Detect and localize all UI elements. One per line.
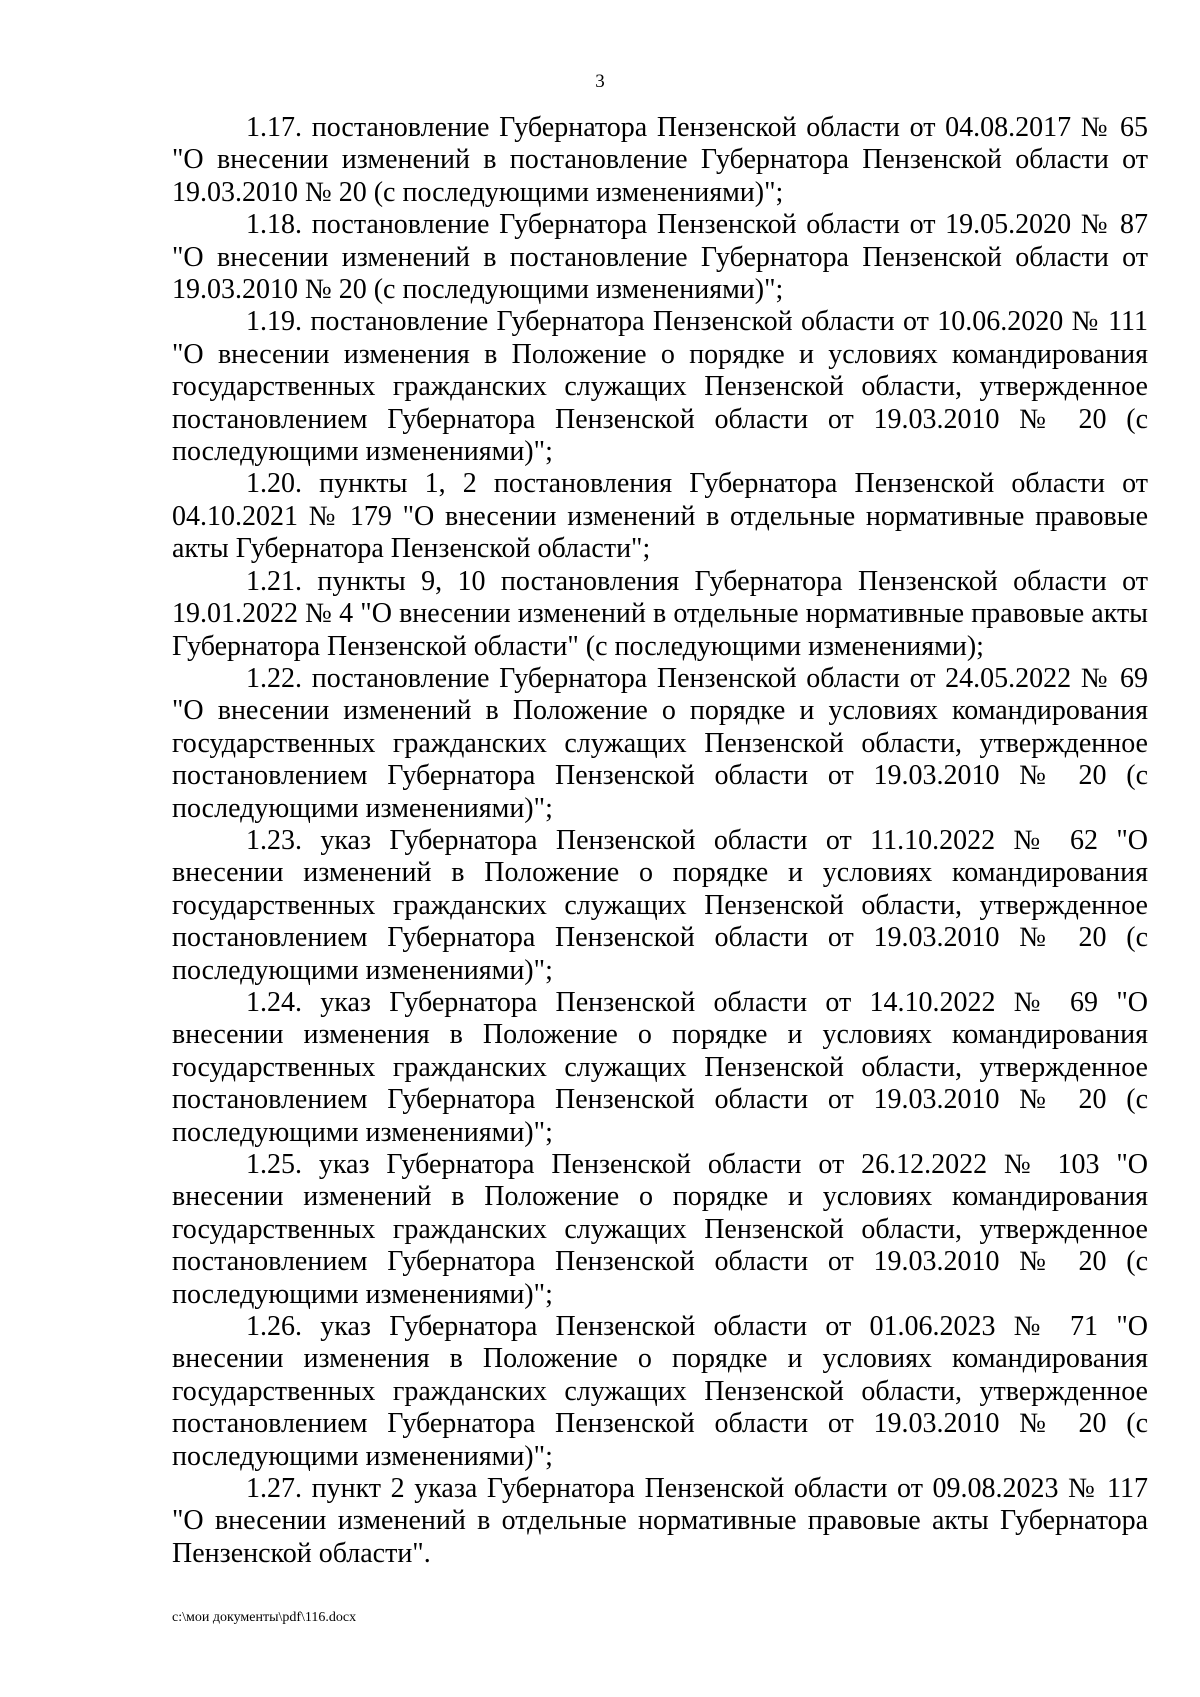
file-path-footer: c:\мои документы\pdf\116.docx (172, 1610, 357, 1625)
list-item-1-27: 1.27. пункт 2 указа Губернатора Пензенской области от 09.08.2023 № 117 "О внесении изменений в отдельные нормативные правовые акты Губернатора Пензенской области". (172, 1473, 1148, 1569)
list-item-1-24: 1.24. указ Губернатора Пензенской области от 14.10.2022 № 69 "О внесении изменения в Положение о порядке и условиях командирования государственных гражданских служащих Пензенской области, утвержденное постановлением Губернатора Пензенской области от 19.03.2010 № 20 (с последующими изменениями)"; (172, 986, 1148, 1148)
list-item-1-19: 1.19. постановление Губернатора Пензенской области от 10.06.2020 № 111 "О внесении изменения в Положение о порядке и условиях командирования государственных гражданских служащих Пензенской области, утвержденное постановлением Губернатора Пензенской области от 19.03.2010 № 20 (с последующими изменениями)"; (172, 306, 1148, 468)
list-item-1-17: 1.17. постановление Губернатора Пензенской области от 04.08.2017 № 65 "О внесении изменений в постановление Губернатора Пензенской области от 19.03.2010 № 20 (с последующими изменениями)"; (172, 112, 1148, 208)
list-item-1-23: 1.23. указ Губернатора Пензенской области от 11.10.2022 № 62 "О внесении изменений в Положение о порядке и условиях командирования государственных гражданских служащих Пензенской области, утвержденное постановлением Губернатора Пензенской области от 19.03.2010 № 20 (с последующими изменениями)"; (172, 824, 1148, 986)
list-item-1-20: 1.20. пункты 1, 2 постановления Губернатора Пензенской области от 04.10.2021 № 179 "О внесении изменений в отдельные нормативные правовые акты Губернатора Пензенской области"; (172, 468, 1148, 565)
list-item-1-22: 1.22. постановление Губернатора Пензенской области от 24.05.2022 № 69 "О внесении изменений в Положение о порядке и условиях командирования государственных гражданских служащих Пензенской области, утвержденное постановлением Губернатора Пензенской области от 19.03.2010 № 20 (с последующими изменениями)"; (172, 662, 1148, 824)
document-body (172, 112, 1148, 1570)
list-item-1-26: 1.26. указ Губернатора Пензенской области от 01.06.2023 № 71 "О внесении изменения в Положение о порядке и условиях командирования государственных гражданских служащих Пензенской области, утвержденное постановлением Губернатора Пензенской области от 19.03.2010 № 20 (с последующими изменениями)"; (172, 1311, 1148, 1472)
list-item-1-21: 1.21. пункты 9, 10 постановления Губернатора Пензенской области от 19.01.2022 № 4 "О внесении изменений в отдельные нормативные правовые акты Губернатора Пензенской области" (с последующими изменениями); (172, 565, 1148, 662)
list-item-1-25: 1.25. указ Губернатора Пензенской области от 26.12.2022 № 103 "О внесении изменений в Положение о порядке и условиях командирования государственных гражданских служащих Пензенской области, утвержденное постановлением Губернатора Пензенской области от 19.03.2010 № 20 (с последующими изменениями)"; (172, 1149, 1148, 1310)
page-number: 3 (595, 71, 605, 92)
list-item-1-18: 1.18. постановление Губернатора Пензенской области от 19.05.2020 № 87 "О внесении изменений в постановление Губернатора Пензенской области от 19.03.2010 № 20 (с последующими изменениями)"; (172, 209, 1148, 306)
